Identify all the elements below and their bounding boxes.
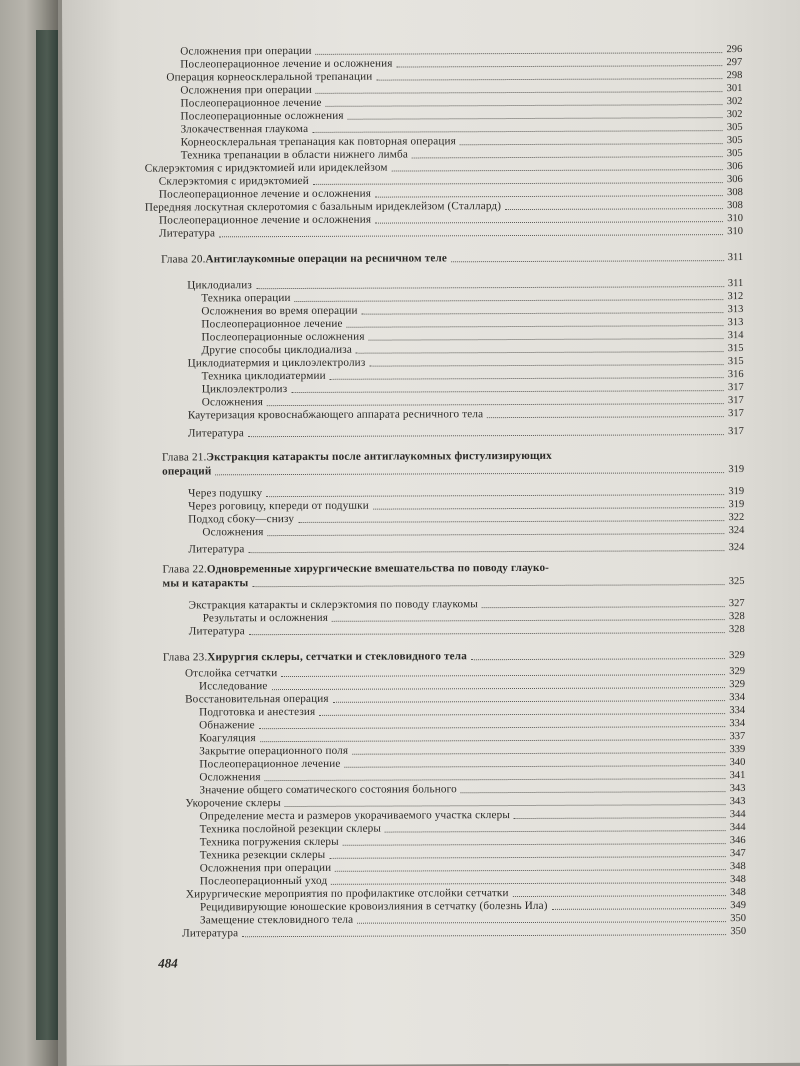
toc-entry-title: Корнеосклеральная трепанация как повторная операция <box>180 135 456 149</box>
dot-leader <box>259 726 726 729</box>
toc-entry-page: 306 <box>726 161 743 173</box>
dot-leader <box>256 286 724 289</box>
dot-leader <box>343 843 726 846</box>
toc-entry-page: 313 <box>727 304 744 316</box>
toc-entry-title: Операция корнеосклеральной трепанации <box>166 70 373 84</box>
toc-entry-page: 297 <box>726 57 743 69</box>
toc-entry-title: Отслойка сетчатки <box>184 667 278 680</box>
dot-leader <box>316 91 723 94</box>
toc-entry-page: 343 <box>729 783 746 795</box>
toc-entry-title: Литература <box>187 427 245 440</box>
dot-leader <box>332 619 725 622</box>
toc-entry-page: 327 <box>728 598 745 610</box>
toc-entry-title: Осложнения при операции <box>180 44 312 58</box>
toc-entry-page: 329 <box>729 679 746 691</box>
dot-leader <box>335 869 726 872</box>
toc-entry-title: Обнажение <box>199 719 255 732</box>
toc-entry-title: Техника погружения склеры <box>199 835 339 849</box>
toc-entry-page: 348 <box>730 861 746 873</box>
toc-entry-title: Злокачественная глаукома <box>180 122 309 136</box>
toc-entry-page: 349 <box>730 900 746 912</box>
toc-entry-page: 314 <box>727 330 744 342</box>
dot-leader <box>298 520 724 523</box>
toc-entry-title: Послеоперационное лечение и осложнения <box>158 213 372 227</box>
dot-leader <box>266 494 724 497</box>
dot-leader <box>397 65 723 67</box>
chapter-label: Глава 21. <box>161 451 207 464</box>
toc-entry-page: 328 <box>728 624 745 636</box>
dot-leader <box>552 908 727 910</box>
toc-entry-title: Литература <box>158 227 216 240</box>
toc-entry-page: 350 <box>730 926 747 938</box>
dot-leader <box>242 934 726 937</box>
toc-entry-title: Литература <box>182 927 239 940</box>
toc-entry-title: Подход сбоку—снизу <box>188 512 295 526</box>
dot-leader <box>291 390 724 393</box>
toc-entry-title: Исследование <box>198 680 268 693</box>
dot-leader <box>331 882 726 885</box>
toc-entry-page: 305 <box>726 122 743 134</box>
chapter-label: Глава 20. <box>161 253 206 266</box>
dot-leader <box>461 791 726 793</box>
dot-leader <box>316 52 723 55</box>
toc-entry-page: 296 <box>726 44 743 56</box>
toc-entry-title: Осложнения во время операции <box>201 304 358 318</box>
dot-leader <box>249 632 725 635</box>
toc-entry <box>188 407 744 422</box>
dot-leader <box>348 117 723 120</box>
chapter-title-cont: мы и катаракты <box>162 577 249 590</box>
toc-entry-page: 348 <box>730 874 746 886</box>
toc-entry-title: Техника трепанации в области нижнего лимба <box>180 148 409 162</box>
chapter-page: 329 <box>729 650 745 662</box>
toc-entry-page: 310 <box>727 213 743 225</box>
dot-leader <box>248 434 724 437</box>
toc-entry-page: 347 <box>729 848 746 860</box>
dot-leader <box>412 156 723 158</box>
chapter-heading <box>163 649 745 665</box>
toc-entry-page: 348 <box>730 887 746 899</box>
toc-entry-title: Осложнения <box>202 526 264 539</box>
toc-entry-page: 302 <box>726 109 743 121</box>
toc-entry-page: 312 <box>727 291 744 303</box>
dot-leader <box>356 351 724 354</box>
chapter-heading <box>161 251 743 267</box>
toc-entry <box>202 524 744 539</box>
chapter-heading <box>162 449 744 465</box>
dot-leader <box>326 104 723 107</box>
toc-entry-title: Закрытие операционного поля <box>199 744 349 758</box>
dot-leader <box>313 182 723 185</box>
dot-leader <box>373 507 725 510</box>
toc-entry-title: Послеоперационное лечение <box>201 317 343 331</box>
dot-leader <box>357 921 726 924</box>
toc-entry-title: Литература <box>188 543 245 556</box>
toc-entry-page: 337 <box>729 731 746 743</box>
toc-entry-page: 317 <box>728 426 744 438</box>
toc-entry-title: Техника циклодиатермии <box>201 369 326 383</box>
toc-entry-title: Восстановительная операция <box>185 692 329 706</box>
toc-entry-page: 340 <box>729 757 746 769</box>
toc-entry-page: 350 <box>730 913 747 925</box>
toc-entry-page: 339 <box>729 744 746 756</box>
dot-leader <box>513 895 727 897</box>
toc-entry-page: 317 <box>727 395 744 407</box>
chapter-heading-cont <box>162 463 744 479</box>
dot-leader <box>482 606 725 608</box>
toc-entry-page: 334 <box>729 705 746 717</box>
toc-entry-page: 302 <box>726 96 743 108</box>
dot-leader <box>295 299 724 302</box>
toc-entry-title: Рецидивирующие юношеские кровоизлияния в сетчатку (болезнь Ила) <box>199 899 548 914</box>
toc-entry-title: Через подушку <box>188 487 263 500</box>
dot-leader <box>215 472 724 475</box>
chapter-label: Глава 22. <box>162 563 207 576</box>
toc-entry-page: 346 <box>729 835 746 847</box>
toc-entry-title: Техника послойной резекции склеры <box>199 822 382 836</box>
toc-entry-page: 334 <box>729 692 746 704</box>
dot-leader <box>260 739 726 742</box>
toc-entry-page: 328 <box>728 611 745 623</box>
dot-leader <box>312 130 723 133</box>
dot-leader <box>329 856 726 859</box>
toc-entry-title: Осложнения при операции <box>180 83 312 97</box>
toc-entry-page: 298 <box>726 70 743 82</box>
dot-leader <box>369 338 724 341</box>
toc-entry-page: 317 <box>727 382 744 394</box>
toc-entry-title: Передняя лоскутная склеротомия с базальным иридеклейзом (Сталлард) <box>144 200 502 214</box>
toc-entry-title: Замещение стекловидного тела <box>199 913 354 927</box>
toc-entry-page: 344 <box>729 809 746 821</box>
dot-leader <box>451 260 724 262</box>
dot-leader <box>460 143 723 145</box>
dot-leader <box>319 713 725 716</box>
dot-leader <box>347 325 724 328</box>
toc-entry <box>182 925 746 940</box>
toc-entry-title: Циклодиатермия и циклоэлектролиз <box>187 356 366 370</box>
dot-leader <box>352 752 725 755</box>
page-number: 484 <box>158 955 178 971</box>
toc-entry-title: Коагуляция <box>199 732 256 745</box>
toc-entry-page: 301 <box>726 83 743 95</box>
toc-entry <box>189 623 745 638</box>
dot-leader <box>219 234 723 237</box>
toc-entry-page: 341 <box>729 770 746 782</box>
toc-entry-page: 334 <box>729 718 746 730</box>
toc-entry-title: Послеоперационный уход <box>199 874 328 888</box>
toc-entry-page: 311 <box>727 278 744 290</box>
toc-entry-title: Послеоперационные осложнения <box>201 330 365 344</box>
toc-entry-page: 315 <box>727 343 744 355</box>
chapter-title: Антиглаукомные операции на ресничном теле <box>205 252 448 266</box>
chapter-heading <box>162 561 744 577</box>
dot-leader <box>345 765 726 768</box>
chapter-label: Глава 23. <box>162 651 208 664</box>
dot-leader <box>376 78 722 81</box>
toc-entry-title: Определение места и размеров укорачиваемого участка склеры <box>199 809 511 823</box>
dot-leader <box>272 687 726 690</box>
toc-entry-title: Результаты и осложнения <box>202 611 329 625</box>
toc-entry-title: Осложнения <box>201 396 264 409</box>
toc-entry-title: Послеоперационное лечение <box>180 96 322 110</box>
toc-entry-title: Техника резекции склеры <box>199 848 326 862</box>
dot-leader <box>281 674 725 677</box>
dot-leader <box>333 700 726 703</box>
dot-leader <box>267 403 724 406</box>
toc-entry-title: Другие способы циклодиализа <box>201 343 352 357</box>
book-cover-edge <box>36 30 58 1040</box>
toc-entry-page: 322 <box>728 512 745 524</box>
dot-leader <box>265 778 726 781</box>
toc-entry-page: 324 <box>728 542 745 554</box>
toc-entry <box>159 225 743 241</box>
toc-entry-title: Техника операции <box>201 292 291 305</box>
dot-leader <box>487 416 724 418</box>
dot-leader <box>375 221 723 224</box>
book-page <box>62 0 800 1066</box>
chapter-title: Экстракция катаракты после антиглаукомных фистулизирующих <box>206 449 552 464</box>
chapter-title: Одновременные хирургические вмешательства по поводу глауко- <box>206 561 550 576</box>
toc-entry-page: 329 <box>729 666 745 678</box>
toc-entry-page: 344 <box>729 822 746 834</box>
dot-leader <box>505 208 723 210</box>
toc-entry-page: 317 <box>728 408 744 420</box>
chapter-title-cont: операций <box>162 465 212 478</box>
dot-leader <box>362 312 724 315</box>
toc-entry-title: Хирургические мероприятия по профилактике отслойки сетчатки <box>185 887 509 901</box>
toc-entry-page: 310 <box>727 226 744 238</box>
chapter-title: Хирургия склеры, сетчатки и стекловидного тела <box>207 650 467 664</box>
dot-leader <box>514 817 726 819</box>
dot-leader <box>369 364 723 367</box>
toc-entry-page: 343 <box>729 796 746 808</box>
toc-entry-page: 306 <box>727 174 743 186</box>
dot-leader <box>471 658 725 660</box>
toc-entry-page: 313 <box>727 317 744 329</box>
toc-entry-title: Послеоперационное лечение <box>199 757 341 771</box>
toc-entry-title: Циклодиализ <box>187 279 253 292</box>
toc-entry-title: Каутеризация кровоснабжающего аппарата ресничного тела <box>187 408 484 422</box>
toc-entry-title: Подготовка и анестезия <box>199 705 316 719</box>
chapter-page: 311 <box>727 252 744 264</box>
dot-leader <box>252 584 724 587</box>
toc-entry-title: Экстракция катаракты и склерэктомия по поводу глаукомы <box>188 598 478 612</box>
toc-entry-page: 319 <box>728 486 745 498</box>
toc-entry-page: 305 <box>726 135 743 147</box>
toc-entry-page: 308 <box>727 187 743 199</box>
toc-entry-title: Послеоперационное лечение и осложнения <box>158 187 372 201</box>
toc-entry-page: 315 <box>727 356 744 368</box>
toc-entry <box>188 541 744 556</box>
toc-entry-page: 319 <box>728 499 745 511</box>
toc-entry-page: 324 <box>728 525 745 537</box>
toc-entry-title: Послеоперационное лечение и осложнения <box>180 57 393 71</box>
dot-leader <box>385 830 726 832</box>
toc-entry-title: Осложнения <box>199 771 261 784</box>
chapter-heading-cont <box>163 575 745 591</box>
toc-entry-title: Осложнения при операции <box>199 861 332 875</box>
dot-leader <box>330 377 724 380</box>
toc-entry <box>188 425 744 440</box>
toc-entry-title: Склерэктомия с иридэктомией или иридеклейзом <box>144 161 388 175</box>
dot-leader <box>285 804 726 807</box>
toc-entry-title: Послеоперационные осложнения <box>180 109 344 123</box>
toc-entry-title: Склерэктомия с иридэктомией <box>158 174 309 188</box>
chapter-page: 325 <box>728 576 745 588</box>
toc-entry-title: Укорочение склеры <box>185 797 281 810</box>
toc-entry-title: Значение общего соматического состояния больного <box>199 783 457 797</box>
toc-entry-title: Циклоэлектролиз <box>201 383 288 396</box>
dot-leader <box>375 195 723 198</box>
toc-entry-title: Через роговицу, кпереди от подушки <box>188 499 369 513</box>
toc-entry-title: Литература <box>188 625 245 638</box>
dot-leader <box>268 533 725 536</box>
toc-entry-page: 316 <box>727 369 744 381</box>
chapter-page: 319 <box>728 464 745 476</box>
dot-leader <box>249 550 725 553</box>
dot-leader <box>392 169 723 171</box>
toc-entry-page: 308 <box>727 200 743 212</box>
toc-entry-page: 305 <box>726 148 743 160</box>
